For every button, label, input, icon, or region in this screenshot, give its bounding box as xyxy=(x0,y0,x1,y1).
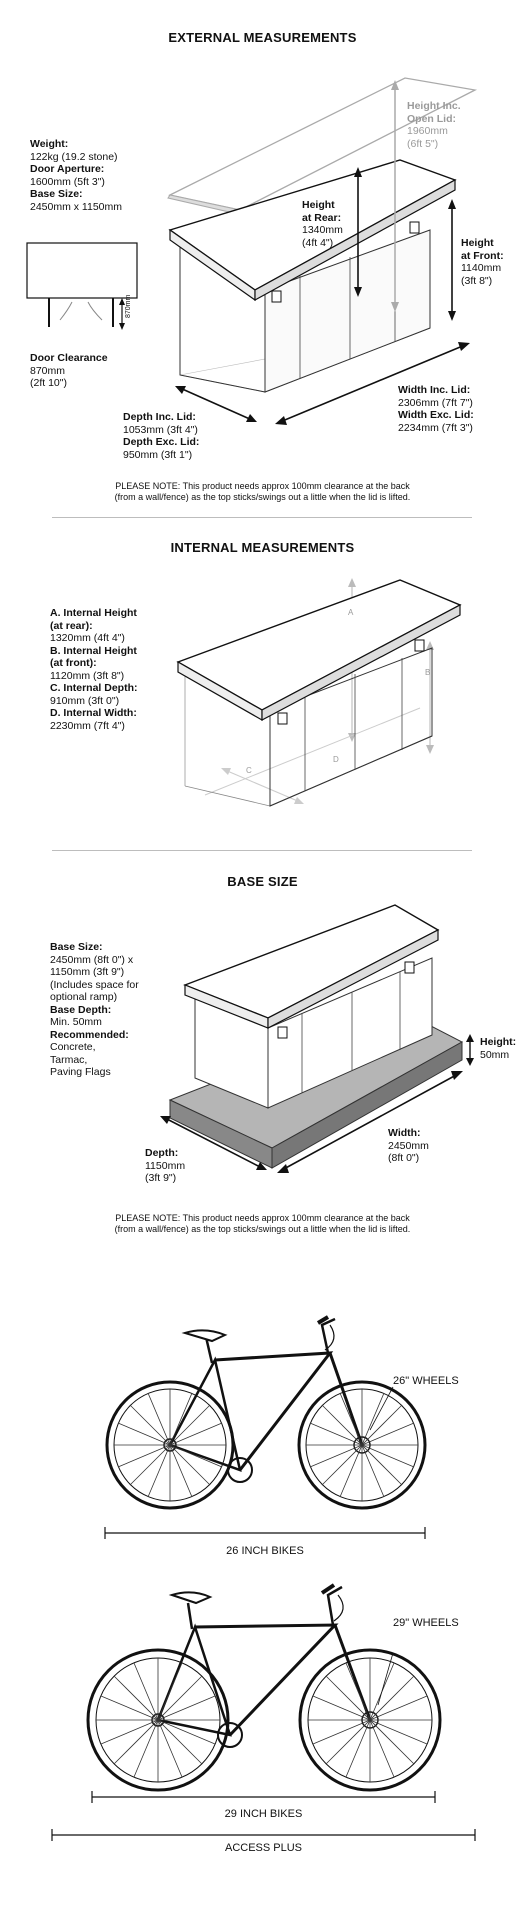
internal-a-label-1: A. Internal Height xyxy=(50,607,137,619)
internal-a-label-2: (at rear): xyxy=(50,619,93,632)
height-rear-block xyxy=(302,199,343,249)
marker-c: C xyxy=(246,766,252,775)
width-exc-lid-value: 2234mm (7ft 3") xyxy=(398,421,473,434)
marker-b: B xyxy=(425,668,431,677)
depth-inc-lid-value: 1053mm (3ft 4") xyxy=(123,423,198,436)
recommended-3: Paving Flags xyxy=(50,1066,111,1078)
base-depth-block xyxy=(145,1147,185,1185)
internal-title: INTERNAL MEASUREMENTS xyxy=(170,540,355,555)
recommended-1: Concrete, xyxy=(50,1041,96,1053)
base-title: BASE SIZE xyxy=(227,874,298,889)
height-front-block xyxy=(461,237,504,287)
depth-exc-lid-label: Depth Exc. Lid: xyxy=(123,436,200,448)
external-note-line-2: (from a wall/fence) as the top sticks/swings out a little when the lid is lifted. xyxy=(114,492,411,502)
bike-26-drawing xyxy=(0,1305,525,1505)
internal-c-value: 910mm (3ft 0") xyxy=(50,694,120,707)
section-divider xyxy=(52,517,472,518)
height-front-ft: (3ft 8") xyxy=(461,274,493,287)
recommended-2: Tarmac, xyxy=(50,1053,88,1066)
internal-b-label-1: B. Internal Height xyxy=(50,644,137,657)
height-rear-label-2: at Rear: xyxy=(302,211,342,224)
external-note xyxy=(0,481,525,503)
bike-29-drawing xyxy=(0,1565,525,1805)
internal-c-label: C. Internal Depth: xyxy=(50,682,138,694)
base-size-value: 2450mm x 1150mm xyxy=(30,200,123,213)
base-depth-mm: 1150mm xyxy=(145,1159,186,1172)
base-width-label: Width: xyxy=(388,1127,421,1139)
base-width-ft: (8ft 0") xyxy=(388,1152,420,1164)
base-size-spec-label: Base Size: xyxy=(50,941,103,953)
height-inc-lid-label-1: Height Inc. xyxy=(407,100,461,112)
base-specs xyxy=(50,941,139,1079)
internal-d-value: 2230mm (7ft 4") xyxy=(50,719,125,732)
door-clearance-block xyxy=(30,352,108,390)
marker-a: A xyxy=(348,608,354,617)
wheel-spokes-29 xyxy=(96,1658,432,1782)
base-height-block xyxy=(480,1036,516,1061)
height-inc-lid-block xyxy=(407,100,461,150)
base-size-line-4: optional ramp) xyxy=(50,991,118,1003)
height-rear-ft: (4ft 4") xyxy=(302,236,334,249)
base-size-line-1: 2450mm (8ft 0") x xyxy=(50,953,134,966)
height-front-label-2: at Front: xyxy=(461,249,504,262)
depth-block xyxy=(123,411,199,461)
width-block xyxy=(398,384,474,434)
base-width-mm: 2450mm xyxy=(388,1139,429,1152)
door-aperture-value: 1600mm (5ft 3") xyxy=(30,175,105,188)
wheels-29-label: 29" WHEELS xyxy=(393,1617,459,1629)
height-inc-lid-label-2: Open Lid: xyxy=(407,112,456,125)
base-depth-label: Base Depth: xyxy=(50,1003,112,1016)
base-note-line-2: (from a wall/fence) as the top sticks/swings out a little when the lid is lifted. xyxy=(114,1224,411,1234)
depth-exc-lid-value: 950mm (3ft 1") xyxy=(123,448,193,461)
weight-value: 122kg (19.2 stone) xyxy=(30,150,118,163)
internal-a-value: 1320mm (4ft 4") xyxy=(50,632,125,644)
depth-inc-lid-label: Depth Inc. Lid: xyxy=(123,411,196,423)
wheels-26-label: 26" WHEELS xyxy=(393,1375,459,1387)
door-clearance-label: Door Clearance xyxy=(30,352,108,364)
base-size-line-3: (Includes space for xyxy=(50,978,139,991)
height-inc-lid-ft: (6ft 5") xyxy=(407,137,439,150)
base-note-line-1: PLEASE NOTE: This product needs approx 100mm clearance at the back xyxy=(115,1213,410,1223)
base-depth-value: Min. 50mm xyxy=(50,1016,102,1028)
internal-b-label-2: (at front): xyxy=(50,657,97,669)
bikes-29-caption: 29 INCH BIKES xyxy=(224,1808,303,1820)
door-clearance-mm: 870mm xyxy=(30,364,66,377)
door-aperture-label: Door Aperture: xyxy=(30,163,105,175)
base-height-label: Height: xyxy=(480,1036,517,1048)
width-inc-lid-value: 2306mm (7ft 7") xyxy=(398,396,473,409)
bikes-26-caption: 26 INCH BIKES xyxy=(226,1545,304,1557)
base-size-line-2: 1150mm (3ft 9") xyxy=(50,966,125,978)
door-clearance-ft: (2ft 10") xyxy=(30,377,67,389)
recommended-label: Recommended: xyxy=(50,1028,129,1041)
marker-d: D xyxy=(333,755,339,764)
access-caption: ACCESS PLUS xyxy=(224,1842,303,1854)
external-note-line-1: PLEASE NOTE: This product needs approx 100mm clearance at the back xyxy=(115,481,410,491)
internal-specs xyxy=(50,607,138,732)
height-front-mm: 1140mm xyxy=(461,262,502,274)
width-exc-lid-label: Width Exc. Lid: xyxy=(398,409,474,421)
base-note xyxy=(0,1213,525,1235)
external-title: EXTERNAL MEASUREMENTS xyxy=(168,30,357,45)
weight-label: Weight: xyxy=(30,138,69,150)
height-inc-lid-mm: 1960mm xyxy=(407,125,448,137)
base-depth-dim-label: Depth: xyxy=(145,1147,179,1159)
external-specs xyxy=(30,138,122,213)
width-inc-lid-label: Width Inc. Lid: xyxy=(398,384,471,396)
internal-d-label: D. Internal Width: xyxy=(50,707,137,719)
base-height-value: 50mm xyxy=(480,1048,510,1061)
wheel-spokes-26 xyxy=(114,1389,418,1501)
door-clearance-dim-label: 870mm xyxy=(125,294,132,318)
section-divider xyxy=(52,850,472,851)
height-front-label-1: Height xyxy=(461,237,494,249)
height-rear-label-1: Height xyxy=(302,199,335,211)
base-size-label: Base Size: xyxy=(30,188,83,200)
height-rear-mm: 1340mm xyxy=(302,224,343,236)
internal-b-value: 1120mm (3ft 8") xyxy=(50,669,125,682)
base-width-block xyxy=(388,1127,429,1165)
base-depth-ft: (3ft 9") xyxy=(145,1172,177,1184)
